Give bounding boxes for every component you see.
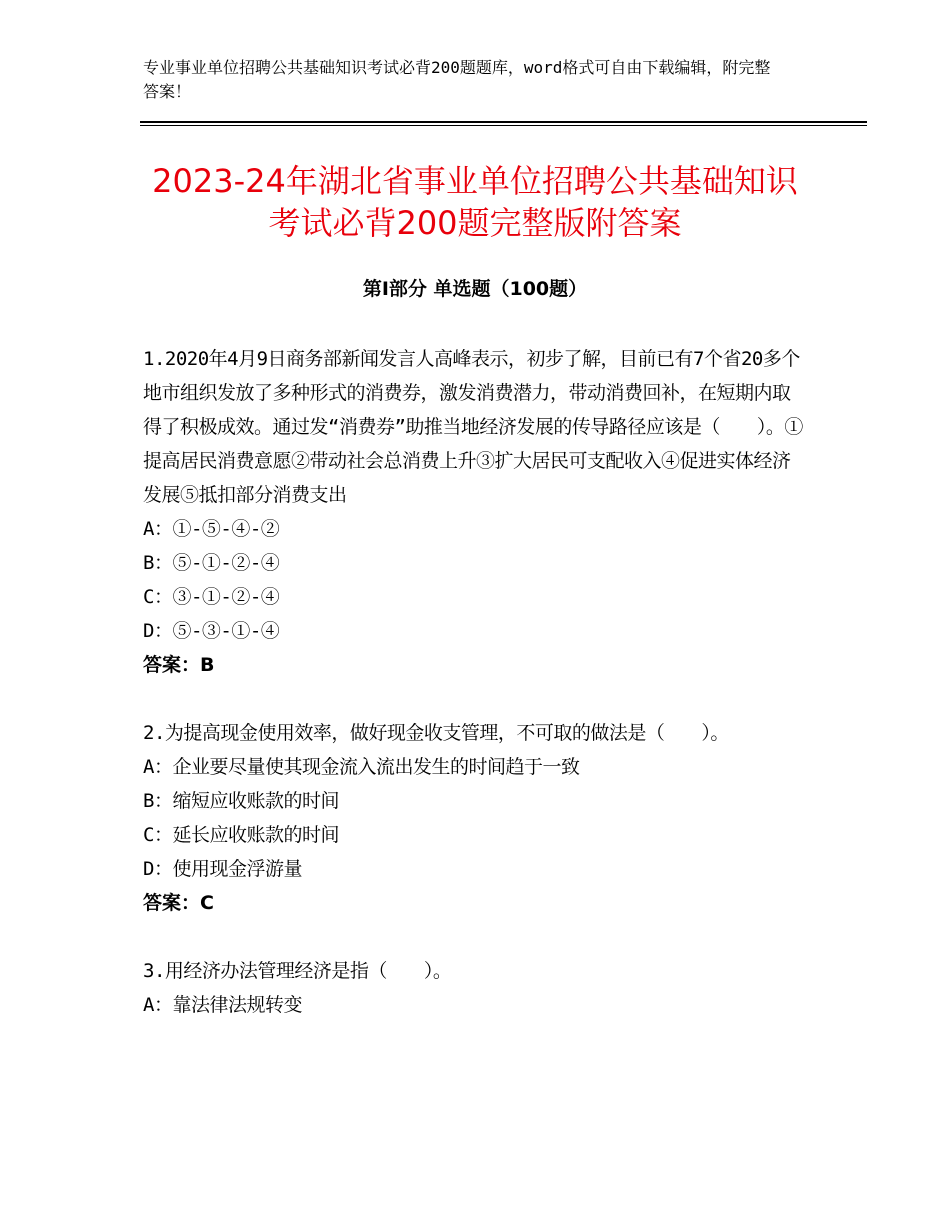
header-divider-thick	[140, 121, 867, 123]
answer-label: 答案：B	[143, 654, 215, 676]
option-a: A：企业要尽量使其现金流入流出发生的时间趋于一致	[143, 756, 580, 778]
question-3	[143, 954, 808, 1022]
section-title: 第I部分 单选题（100题）	[362, 278, 588, 300]
question-1	[143, 342, 808, 682]
option-d: D：⑤-③-①-④	[143, 620, 280, 642]
option-a: A：靠法律法规转变	[143, 994, 302, 1016]
question-stem: 2.为提高现金使用效率，做好现金收支管理，不可取的做法是（ ）。	[143, 722, 729, 744]
option-d: D：使用现金浮游量	[143, 858, 302, 880]
question-stem: 1.2020年4月9日商务部新闻发言人高峰表示，初步了解，目前已有7个省20多个地市组织发放了多种形式的消费券，激发消费潜力，带动消费回补，在短期内取得了积极成效。通过发“消费券”助推当地经济发展的传导路径应该是（ ）。①提高居民消费意愿②带动社会总消费上升③扩大居民可支配收入④促进实体经济发展⑤抵扣部分消费支出	[143, 348, 803, 506]
option-c: C：延长应收账款的时间	[143, 824, 339, 846]
option-a: A：①-⑤-④-②	[143, 518, 280, 540]
question-list	[143, 342, 808, 1056]
question-2	[143, 716, 808, 920]
answer-label: 答案：C	[143, 892, 214, 914]
document-title: 2023-24年湖北省事业单位招聘公共基础知识考试必背200题完整版附答案	[152, 162, 798, 242]
question-stem: 3.用经济办法管理经济是指（ ）。	[143, 960, 452, 982]
option-c: C：③-①-②-④	[143, 586, 280, 608]
header-divider-thin	[140, 125, 867, 126]
option-b: B：⑤-①-②-④	[143, 552, 280, 574]
header-note: 专业事业单位招聘公共基础知识考试必背200题题库，word格式可自由下载编辑，附完整答案！	[143, 58, 771, 101]
option-b: B：缩短应收账款的时间	[143, 790, 339, 812]
